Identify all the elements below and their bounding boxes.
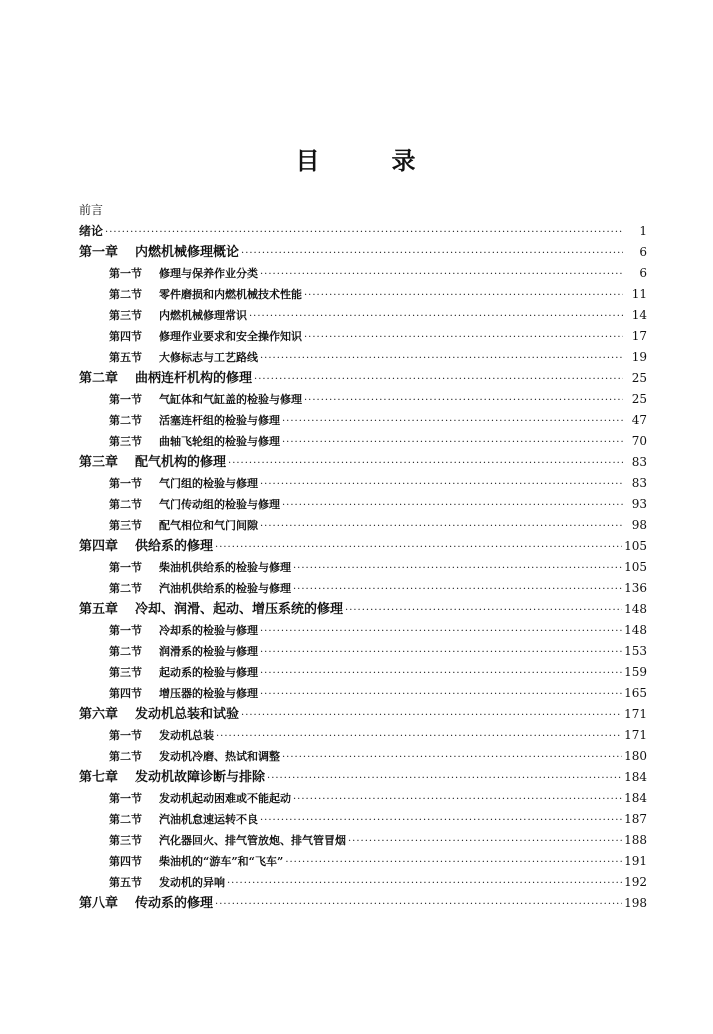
toc-section[interactable] [79, 641, 647, 662]
section-title: 大修标志与工艺路线 [159, 351, 258, 364]
chapter-label [79, 704, 239, 725]
toc-section[interactable] [79, 725, 647, 746]
toc-section[interactable] [79, 683, 647, 704]
leader-dots [249, 306, 623, 326]
leader-dots [293, 579, 622, 599]
section-number: 第三节 [109, 834, 142, 847]
section-title: 汽油机怠速运转不良 [159, 813, 258, 826]
chapter-page-number: 6 [639, 245, 647, 259]
toc-section[interactable] [79, 578, 647, 599]
leader-dots [304, 285, 623, 305]
section-title: 修理作业要求和安全操作知识 [159, 330, 302, 343]
section-number: 第一节 [109, 561, 142, 574]
chapter-page-number: 198 [624, 896, 647, 910]
toc-chapter[interactable] [79, 893, 647, 914]
toc-chapter[interactable] [79, 704, 647, 725]
leader-dots [216, 726, 622, 746]
section-page-number: 187 [624, 812, 647, 826]
section-label [109, 410, 280, 431]
section-page-number: 14 [631, 308, 647, 322]
section-number: 第五节 [109, 876, 142, 889]
chapter-number: 第八章 [79, 896, 119, 911]
section-page-number: 153 [624, 644, 647, 658]
chapter-number: 第七章 [79, 770, 119, 785]
section-label [109, 473, 258, 494]
leader-dots [260, 264, 623, 284]
toc-preface[interactable] [79, 200, 647, 221]
section-label [109, 284, 302, 305]
section-page-number: 191 [624, 854, 647, 868]
chapter-number: 第六章 [79, 707, 119, 722]
section-number: 第一节 [109, 729, 142, 742]
section-page-number: 136 [624, 581, 647, 595]
chapter-title: 传动系的修理 [135, 896, 214, 911]
chapter-title: 配气机构的修理 [135, 455, 227, 470]
section-page-number: 6 [639, 266, 647, 280]
toc-section[interactable] [79, 515, 647, 536]
leader-dots [260, 663, 622, 683]
chapter-label [79, 599, 343, 620]
section-number: 第一节 [109, 792, 142, 805]
section-page-number: 19 [631, 350, 647, 364]
section-number: 第三节 [109, 435, 142, 448]
chapter-page-number: 25 [631, 371, 647, 385]
chapter-label [79, 767, 265, 788]
section-page-number: 70 [631, 434, 647, 448]
chapter-title: 内燃机械修理概论 [135, 245, 240, 260]
section-page-number: 148 [624, 623, 647, 637]
section-title: 起动系的检验与修理 [159, 666, 258, 679]
section-label [109, 788, 291, 809]
section-title: 发动机的异响 [159, 876, 225, 889]
title-char-1: 目 [295, 147, 322, 175]
section-label [109, 683, 258, 704]
leader-dots [282, 495, 623, 515]
section-number: 第四节 [109, 330, 142, 343]
section-page-number: 25 [631, 392, 647, 406]
toc-section[interactable] [79, 263, 647, 284]
leader-dots [241, 243, 623, 263]
leader-dots [105, 222, 623, 242]
section-number: 第五节 [109, 351, 142, 364]
chapter-title: 冷却、润滑、起动、增压系统的修理 [135, 602, 344, 617]
chapter-number: 第二章 [79, 371, 119, 386]
chapter-label [79, 536, 213, 557]
section-title: 活塞连杆组的检验与修理 [159, 414, 280, 427]
section-title: 零件磨损和内燃机械技术性能 [159, 288, 302, 301]
toc-section[interactable] [79, 473, 647, 494]
leader-dots [282, 432, 623, 452]
section-label [109, 557, 291, 578]
section-page-number: 165 [624, 686, 647, 700]
section-label [109, 746, 280, 767]
section-title: 柴油机供给系的检验与修理 [159, 561, 291, 574]
leader-dots [267, 768, 622, 788]
chapter-label [79, 368, 252, 389]
toc-section[interactable] [79, 746, 647, 767]
chapter-title: 供给系的修理 [135, 539, 214, 554]
toc-section[interactable] [79, 851, 647, 872]
section-page-number: 184 [624, 791, 647, 805]
section-title: 气门组的检验与修理 [159, 477, 258, 490]
section-label [109, 431, 280, 452]
section-page-number: 171 [624, 728, 647, 742]
toc-section[interactable] [79, 662, 647, 683]
chapter-number: 第三章 [79, 455, 119, 470]
chapter-title: 曲柄连杆机构的修理 [135, 371, 253, 386]
leader-dots [293, 558, 622, 578]
section-number: 第三节 [109, 519, 142, 532]
section-title: 气门传动组的检验与修理 [159, 498, 280, 511]
toc-section[interactable] [79, 284, 647, 305]
section-label [109, 389, 302, 410]
leader-dots [215, 894, 622, 914]
section-page-number: 105 [624, 560, 647, 574]
table-of-contents [79, 200, 647, 914]
chapter-page-number: 105 [624, 539, 647, 553]
chapter-number: 第一章 [79, 245, 119, 260]
section-label [109, 578, 291, 599]
section-page-number: 93 [631, 497, 647, 511]
section-label [109, 872, 225, 893]
section-title: 汽油机供给系的检验与修理 [159, 582, 291, 595]
section-label [109, 347, 258, 368]
section-number: 第三节 [109, 666, 142, 679]
section-number: 第一节 [109, 624, 142, 637]
section-title: 增压器的检验与修理 [159, 687, 258, 700]
section-label [109, 494, 280, 515]
section-number: 第二节 [109, 582, 142, 595]
toc-section[interactable] [79, 809, 647, 830]
section-label [109, 809, 258, 830]
section-title: 发动机总装 [159, 729, 214, 742]
chapter-number: 第五章 [79, 602, 119, 617]
toc-section[interactable] [79, 326, 647, 347]
leader-dots [227, 873, 622, 893]
toc-section[interactable] [79, 494, 647, 515]
section-label [109, 326, 302, 347]
section-title: 柴油机的“游车”和“飞车” [159, 855, 284, 868]
leader-dots [345, 600, 622, 620]
leader-dots [260, 348, 623, 368]
intro-label: 绪论 [79, 224, 104, 238]
section-page-number: 11 [631, 287, 647, 301]
section-number: 第一节 [109, 477, 142, 490]
chapter-page-number: 184 [624, 770, 647, 784]
section-label [109, 641, 258, 662]
section-page-number: 83 [631, 476, 647, 490]
section-title: 修理与保养作业分类 [159, 267, 258, 280]
chapter-page-number: 171 [624, 707, 647, 721]
preface-label: 前言 [79, 203, 104, 217]
leader-dots [304, 390, 623, 410]
section-title: 内燃机械修理常识 [159, 309, 247, 322]
section-page-number: 17 [631, 329, 647, 343]
toc-section[interactable] [79, 347, 647, 368]
chapter-number: 第四章 [79, 539, 119, 554]
section-title: 发动机起动困难或不能起动 [159, 792, 291, 805]
toc-section[interactable] [79, 830, 647, 851]
section-number: 第四节 [109, 687, 142, 700]
toc-section[interactable] [79, 557, 647, 578]
section-label [109, 830, 346, 851]
section-title: 气缸体和气缸盖的检验与修理 [159, 393, 302, 406]
section-page-number: 188 [624, 833, 647, 847]
section-title: 发动机冷磨、热试和调整 [159, 750, 280, 763]
chapter-label [79, 452, 226, 473]
section-number: 第二节 [109, 498, 142, 511]
section-title: 润滑系的检验与修理 [159, 645, 258, 658]
section-page-number: 47 [631, 413, 647, 427]
section-number: 第二节 [109, 813, 142, 826]
section-title: 汽化器回火、排气管放炮、排气管冒烟 [159, 834, 346, 847]
leader-dots [254, 369, 623, 389]
toc-section[interactable] [79, 872, 647, 893]
section-label [109, 515, 258, 536]
toc-section[interactable] [79, 410, 647, 431]
leader-dots [293, 789, 622, 809]
section-number: 第三节 [109, 309, 142, 322]
section-page-number: 98 [631, 518, 647, 532]
toc-chapter[interactable] [79, 536, 647, 557]
leader-dots [304, 327, 623, 347]
section-page-number: 159 [624, 665, 647, 679]
leader-dots [260, 684, 622, 704]
toc-section[interactable] [79, 305, 647, 326]
toc-chapter[interactable] [79, 242, 647, 263]
section-number: 第二节 [109, 414, 142, 427]
title-char-2: 录 [391, 147, 418, 175]
section-number: 第二节 [109, 750, 142, 763]
toc-chapter[interactable] [79, 368, 647, 389]
section-label [109, 662, 258, 683]
leader-dots [215, 537, 622, 557]
chapter-title: 发动机总装和试验 [135, 707, 240, 722]
chapter-page-number: 148 [624, 602, 647, 616]
toc-section[interactable] [79, 431, 647, 452]
section-number: 第一节 [109, 267, 142, 280]
section-title: 曲轴飞轮组的检验与修理 [159, 435, 280, 448]
section-number: 第四节 [109, 855, 142, 868]
chapter-page-number: 83 [631, 455, 647, 469]
section-number: 第二节 [109, 288, 142, 301]
section-label [109, 305, 247, 326]
toc-chapter[interactable] [79, 452, 647, 473]
toc-chapter[interactable] [79, 767, 647, 788]
leader-dots [282, 747, 622, 767]
toc-section[interactable] [79, 389, 647, 410]
leader-dots [260, 474, 623, 494]
chapter-title: 发动机故障诊断与排除 [135, 770, 266, 785]
leader-dots [260, 642, 622, 662]
section-label [109, 725, 214, 746]
section-page-number: 192 [624, 875, 647, 889]
section-label [109, 263, 258, 284]
section-page-number: 180 [624, 749, 647, 763]
toc-section[interactable] [79, 620, 647, 641]
leader-dots [285, 852, 622, 872]
section-number: 第二节 [109, 645, 142, 658]
chapter-label [79, 893, 213, 914]
leader-dots [241, 705, 622, 725]
leader-dots [260, 810, 622, 830]
section-title: 冷却系的检验与修理 [159, 624, 258, 637]
toc-chapter[interactable] [79, 599, 647, 620]
chapter-label [79, 242, 239, 263]
leader-dots [348, 831, 622, 851]
toc-intro[interactable] [79, 221, 647, 242]
page-title [0, 141, 713, 176]
leader-dots [228, 453, 623, 473]
section-number: 第一节 [109, 393, 142, 406]
section-label [109, 851, 283, 872]
toc-section[interactable] [79, 788, 647, 809]
leader-dots [260, 516, 623, 536]
section-label [109, 620, 258, 641]
leader-dots [282, 411, 623, 431]
leader-dots [260, 621, 622, 641]
intro-page-number: 1 [639, 224, 647, 238]
section-title: 配气相位和气门间隙 [159, 519, 258, 532]
